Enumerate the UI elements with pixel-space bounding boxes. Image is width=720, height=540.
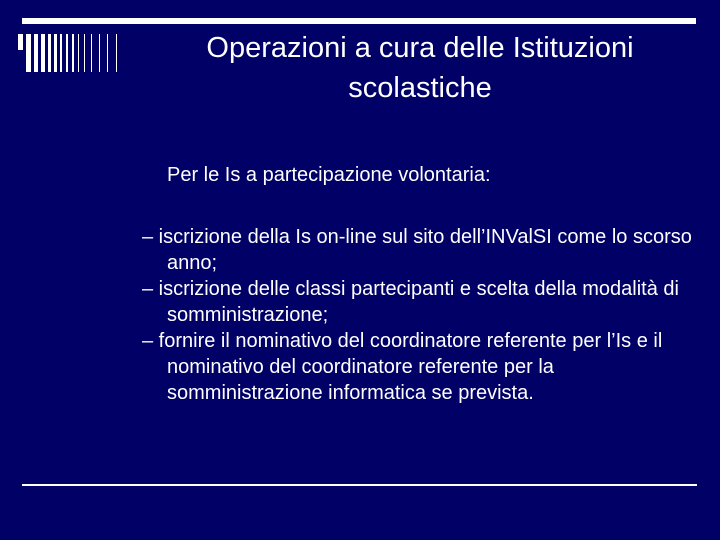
top-rule-line xyxy=(22,18,696,24)
list-item: – fornire il nominativo del coordinatore referente per l’Is e il nominativo del coordinatore referente per la somministrazione informatica se prevista. xyxy=(142,330,663,404)
vertical-bars-gradient-icon xyxy=(18,34,134,72)
slide-title-line-2: scolastiche xyxy=(348,72,492,104)
slide-title-line-1: Operazioni a cura delle Istituzioni xyxy=(206,32,634,64)
operations-list xyxy=(142,224,702,406)
list-item: – iscrizione della Is on-line sul sito dell’INValSI come lo scorso anno; xyxy=(142,226,692,274)
slide-title xyxy=(140,28,700,108)
intro-text: Per le Is a partecipazione volontaria: xyxy=(167,164,491,186)
list-item: – iscrizione delle classi partecipanti e scelta della modalità di somministrazione; xyxy=(142,278,679,326)
bottom-rule-line xyxy=(22,484,697,486)
